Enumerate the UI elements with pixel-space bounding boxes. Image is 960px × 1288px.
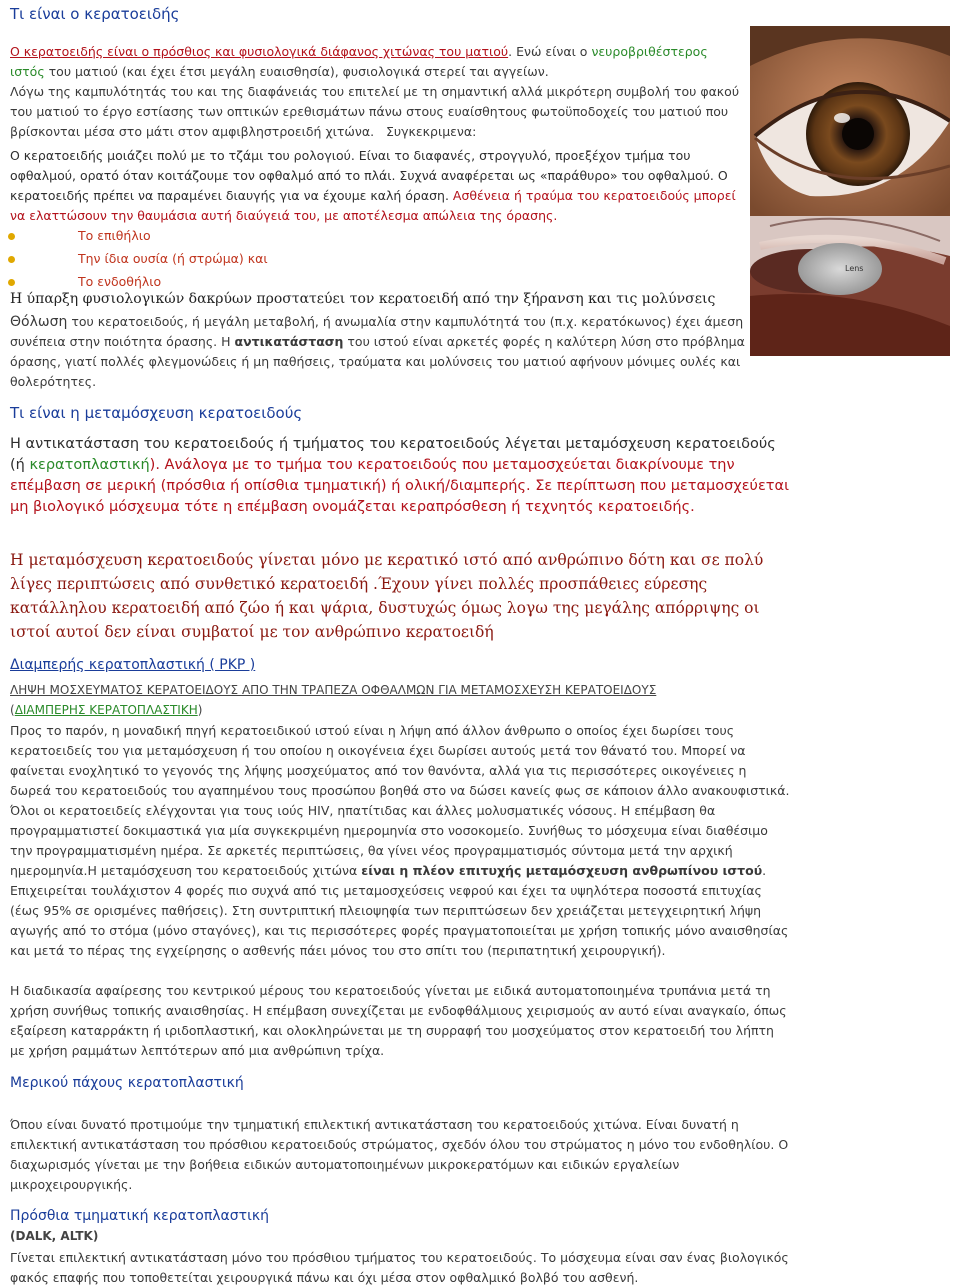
donor-paragraph: Η μεταμόσχευση κερατοειδούς γίνεται μόνο με κερατικό ιστό από ανθρώπινο δότη και σε πολύ λίγες περιπτώσεις από συνθετικό κερατοειδή .Έχουν γίνει πολλές προσπάθειες εύρεσης κατάλληλου κερατοειδή από ζώο ή και ψάρια, δυστυχώς όμως λογω της μεγάλης απόρριψης οι ιστοί αυτοί δεν είναι συμβατοί με τον ανθρώπινο κερατοειδή bbox=[10, 551, 764, 641]
bullet-dot bbox=[8, 256, 15, 263]
section-heading-pkp: Διαμπερής κερατοπλαστική ( PKP ) bbox=[10, 657, 256, 673]
procedure-paragraph: Η διαδικασία αφαίρεσης του κεντρικού μέρους του κερατοειδούς γίνεται με ειδικά αυτοματοποιημένα τρυπάνια μετά τη χρήση συνήθως τοπικής αναισθησίας. Η επέμβαση συνεχίζεται με ενδοφθάλμιους χειρισμούς αν αυτό είναι αναγκαίο, όπως εξαίρεση καταρράκτη ή ιριδοπλαστική, και ολοκληρώνεται με τη συρραφή του μοσχεύματος στον κερατοειδή του λήπτη με χρήση ραμμάτων λεπτότερων από μια ανθρώπινη τρίχα. bbox=[10, 983, 787, 1058]
eye-illustration bbox=[750, 26, 950, 356]
bullet-dot bbox=[8, 279, 15, 286]
bullet-dot bbox=[8, 233, 15, 240]
partial-paragraph: Όπου είναι δυνατό προτιμούμε την τμηματική επιλεκτική αντικατάσταση του κερατοειδούς χιτώνα. Είναι δυνατή η επιλεκτική αντικατάσταση του πρόσθιου κερατοειδούς στρώματος, σχεδόν όλου του στρώματος η μόνο του ενδοθηλίου. Ο διαχωρισμός γίνεται με την βοήθεια ειδικών αυτοματοποιημένων μικροκερατόμων και ειδικών εργαλείων μικροχειρουργικής. bbox=[10, 1117, 789, 1192]
section-heading-anterior: Πρόσθια τμηματική κερατοπλαστική bbox=[10, 1208, 269, 1224]
list-item: Το επιθήλιο bbox=[78, 228, 151, 243]
keratoplasty-term: κερατοπλαστική bbox=[29, 457, 150, 473]
intro-nerve-link[interactable]: νευροβριθέστερος ιστός bbox=[10, 44, 708, 79]
list-item: Το ενδοθήλιο bbox=[78, 274, 162, 289]
haze-paragraph: Θόλωση του κερατοειδούς, ή μεγάλη μεταβολή, ή ανωμαλία στην καμπυλότητά του (π.χ. κερατόκωνος) έχει άμεση συνέπεια στην ποιότητα όρασης. Η αντικατάσταση του ιστού είναι αρκετές φορές η καλύτερη λύση στο πρόβλημα όρασης, γιατί πολλές φλεγμονώδεις ή μη παθήσεις, τραύματα και μολύνσεις του ματιού αφήνουν μόνιμες ουλές και θολερότητες. bbox=[10, 314, 745, 389]
watch-glass-paragraph: Ο κερατοειδής μοιάζει πολύ με το τζάμι του ρολογιού. Είναι το διαφανές, στρογγυλό, προεξέχον τμήμα του οφθαλμού, ορατό όταν κοιτάζουμε τον οφθαλμό από το πλάι. Συχνά αναφέρεται ως «παράθυρο» του οφθαλμού. Ο κερατοειδής πρέπει να παραμένει διαυγής για να έχουμε καλή όραση. Ασθένεια ή τραύμα του κερατοειδούς μπορεί να ελαττώσουν την θαυμάσια αυτή διαύγειά του, με αποτέλεσμα απώλεια της όρασης. bbox=[10, 148, 736, 223]
section-heading-partial: Μερικού πάχους κερατοπλαστική bbox=[10, 1075, 244, 1091]
anterior-paragraph: Γίνεται επιλεκτική αντικατάσταση μόνο του πρόσθιου τμήματος του κερατοειδούς. Το μόσχευμα είναι σαν ένας βιολογικός φακός επαφής που τοποθετείται χειρουργικά πάνω και όχι μέσα στον οφθαλμικό βολβό του ασθενή. bbox=[10, 1250, 789, 1285]
disease-warning: Ασθένεια ή τραύμα του κερατοειδούς μπορεί να ελαττώσουν την θαυμάσια αυτή διαύγειά του, με αποτέλεσμα απώλεια της όρασης. bbox=[10, 188, 736, 223]
page-title: Τι είναι ο κερατοειδής bbox=[10, 5, 180, 23]
tears-line: Η ύπαρξη φυσιολογικών δακρύων προστατεύει τον κερατοειδή από την ξήρανση και τις μολύνσεις bbox=[10, 291, 716, 307]
donor-source-paragraph: Προς το παρόν, η μοναδική πηγή κερατοειδικού ιστού είναι η λήψη από άλλον άνθρωπο ο οποίος έχει δωρίσει τους κερατοειδείς του για μεταμόσχευση ή του οποίου η οικογένεια έχει δωρίσει αυτούς μετά τον θάνατό του. Μπορεί να φαίνεται ενοχλητικό το γεγονός της λήψης μοσχεύματος από τον θανόντα, αλλά για τις περισσότερες οικογένειες η δωρεά του κερατοειδούς του αγαπημένου τους προσώπου βοηθά στο να δώσει κανείς φως σε κάποιον άλλο ανακουφιστικά. bbox=[10, 723, 790, 798]
list-item: Την ίδια ουσία (ή στρώμα) και bbox=[78, 251, 268, 266]
bank-link[interactable]: ΛΗΨΗ ΜΟΣΧΕΥΜΑΤΟΣ ΚΕΡΑΤΟΕΙΔΟΥΣ ΑΠΟ ΤΗΝ ΤΡΑΠΕΖΑ ΟΦΘΑΛΜΩΝ ΓΙΑ ΜΕΤΑΜΟΣΧΕΥΣΗ ΚΕΡΑΤΟΕΙΔΟΥΣ bbox=[10, 683, 657, 697]
anterior-subheading: (DALK, ALTK) bbox=[10, 1229, 99, 1243]
focus-paragraph: Λόγω της καμπυλότητάς του και της διαφάνειάς του επιτελεί με τη σημαντική αλλά μικρότερη συμβολή του φακού του ματιού το έργο εστίασης των οπτικών ερεθισμάτων πάνω στους ευαίσθητους φωτοϋποδοχείς του ματιού που βρίσκονται μέσα στο μάτι στον αμφιβληστροειδή χιτώνα. Συγκεκριμενα: bbox=[10, 84, 740, 139]
intro-paragraph: Ο κερατοειδής είναι ο πρόσθιος και φυσιολογικά διάφανος χιτώνας του ματιού. Ενώ είναι ο νευροβριθέστερος ιστός του ματιού (και έχει έτσι μεγάλη ευαισθησία), φυσιολογικά στερεί ται αγγείων. bbox=[10, 44, 708, 79]
transplant-paragraph: Η αντικατάσταση του κερατοειδούς ή τμήματος του κερατοειδούς λέγεται μεταμόσχευση κερατοειδούς (ή κερατοπλαστική). Ανάλογα με το τμήμα του κερατοειδούς που μεταμοσχεύεται διακρίνουμε την επέμβαση σε μερική (πρόσθια ή οπίσθια τμηματική) ή ολική/διαμπερής. Σε περίπτωση που μεταμοσχεύεται μη βιολογικό μόσχευμα τότε η επέμβαση ονομάζεται κεραπρόσθεση ή τεχνητός κερατοειδής. bbox=[10, 436, 789, 515]
pkp-subheading: ΛΗΨΗ ΜΟΣΧΕΥΜΑΤΟΣ ΚΕΡΑΤΟΕΙΔΟΥΣ ΑΠΟ ΤΗΝ ΤΡΑΠΕΖΑ ΟΦΘΑΛΜΩΝ ΓΙΑ ΜΕΤΑΜΟΣΧΕΥΣΗ ΚΕΡΑΤΟΕΙΔΟΥΣ (ΔΙΑΜΠΕΡΗΣ ΚΕΡΑΤΟΠΛΑΣΤΙΚΗ) bbox=[10, 683, 657, 717]
section-heading-transplant: Τι είναι η μεταμόσχευση κερατοειδούς bbox=[10, 404, 303, 422]
pkp-link[interactable]: ΔΙΑΜΠΕΡΗΣ ΚΕΡΑΤΟΠΛΑΣΤΙΚΗ bbox=[14, 703, 198, 717]
intro-definition[interactable]: Ο κερατοειδής είναι ο πρόσθιος και φυσιολογικά διάφανος χιτώνας του ματιού bbox=[10, 44, 509, 59]
eye-image bbox=[750, 26, 950, 356]
screening-paragraph: Όλοι οι κερατοειδείς ελέγχονται για τους ιούς HIV, ηπατίτιδας και άλλες μολυσματικές νόσους. Η επέμβαση θα προγραμματιστεί δοκιμαστικά για μία συγκεκριμένη ημερομηνία στο νοσοκομείο. Συνήθως το μόσχευμα είναι διαθέσιμο την προγραμματισμένη ημέρα. Σε αρκετές περιπτώσεις, θα γίνει νέος προγραμματισμός σύντομα μετά την αρχική ημερομηνία.Η μεταμόσχευση του κερατοειδούς χιτώνα είναι η πλέον επιτυχής μεταμόσχευση ανθρωπίνου ιστού. Επιχειρείται τουλάχιστον 4 φορές πιο συχνά από τις μεταμοσχεύσεις νεφρού και έχει τα υψηλότερα ποσοστά επιτυχίας (έως 95% σε ορισμένες παθήσεις). Στη συντριπτική πλειοψηφία των περιπτώσεων δεν χρειάζεται μετεγχειρητική λήψη αγωγής από το στόμα (μόνο σταγόνες), και τις περισσότερες φορές πραγματοποιείται με χρήση τοπικής μόνο αναισθησίας και μετά το πέρας της εγχείρησης ο ασθενής πάει μόνος του στο σπίτι του (περιπατητική χειρουργική). bbox=[10, 803, 789, 958]
lens-label: Lens bbox=[845, 264, 864, 273]
